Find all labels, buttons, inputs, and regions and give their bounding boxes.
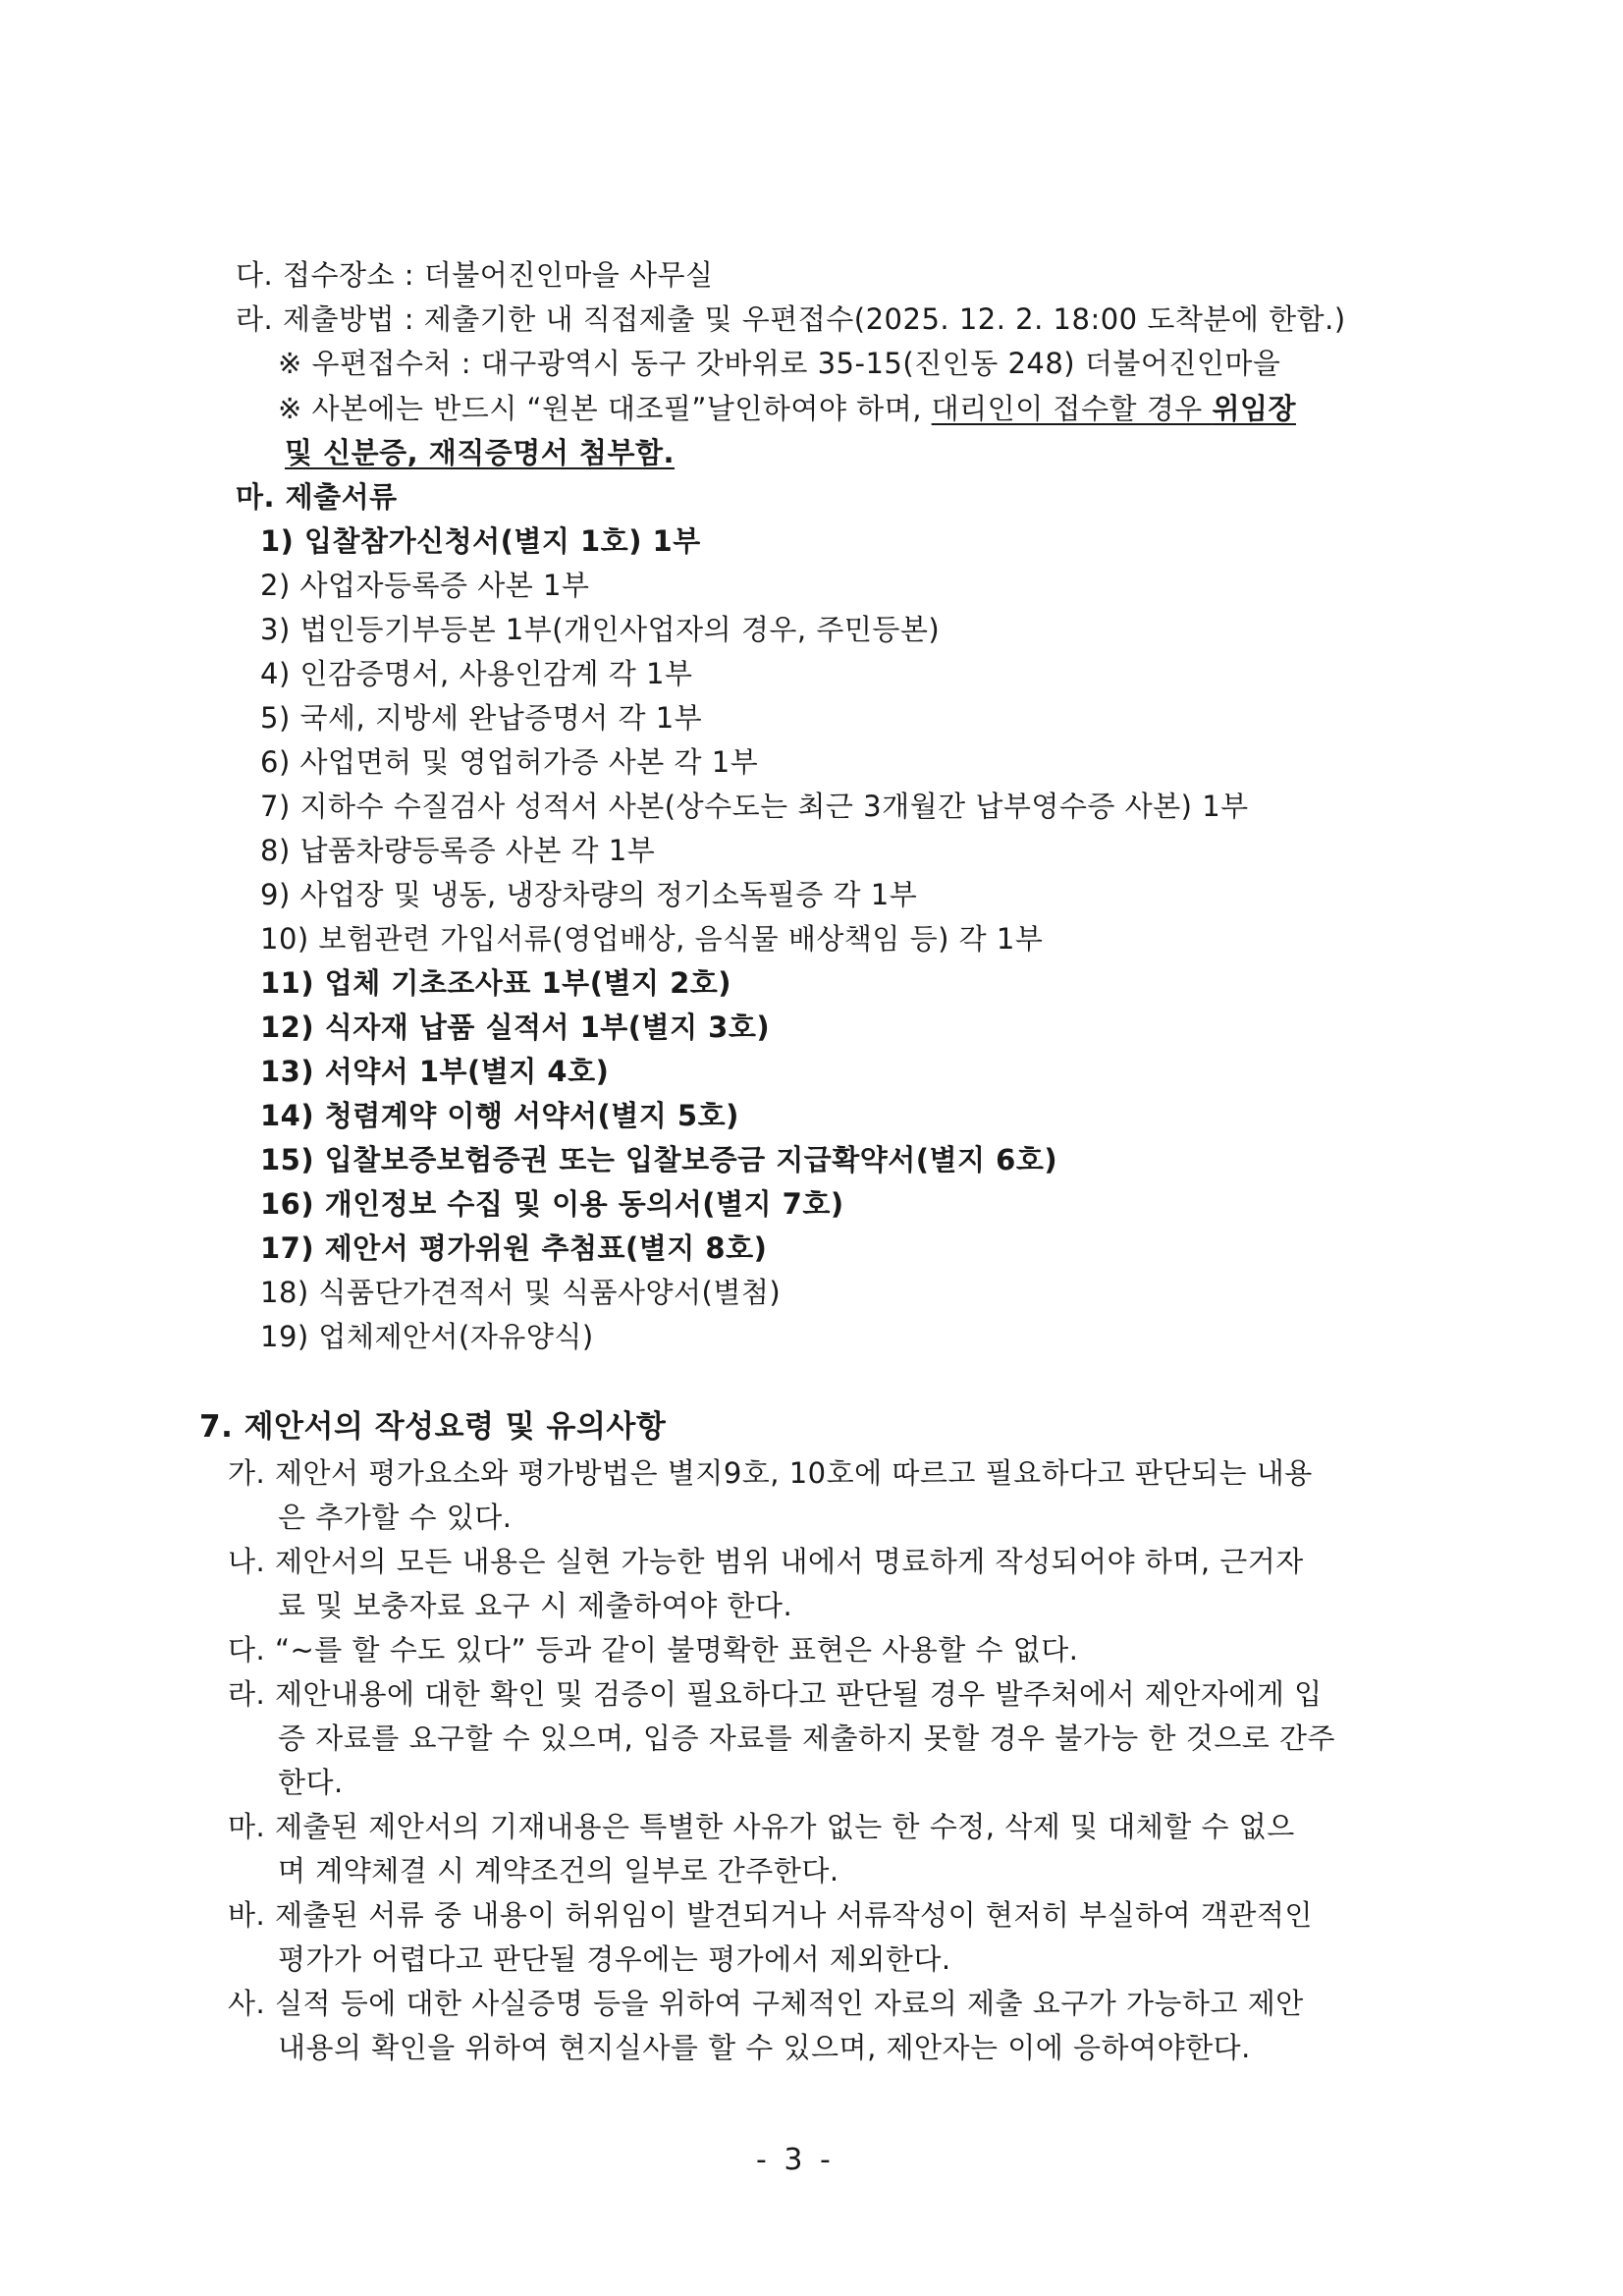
paragraph-line: 내용의 확인을 위하여 현지실사를 할 수 있으며, 제안자는 이에 응하여야한다. <box>278 2031 1251 2064</box>
page-number: - 3 - <box>756 2143 835 2177</box>
list-item: 6) 사업면허 및 영업허가증 사본 각 1부 <box>260 745 759 779</box>
list-item: 10) 보험관련 가입서류(영업배상, 음식물 배상책임 등) 각 1부 <box>260 922 1044 956</box>
list-item: 16) 개인정보 수집 및 이용 동의서(별지 7호) <box>260 1187 844 1221</box>
list-item: 15) 입찰보증보험증권 또는 입찰보증금 지급확약서(별지 6호) <box>260 1143 1058 1176</box>
list-item: 8) 납품차량등록증 사본 각 1부 <box>260 834 656 867</box>
list-item: 4) 인감증명서, 사용인감계 각 1부 <box>260 657 693 690</box>
list-item: 9) 사업장 및 냉동, 냉장차량의 정기소독필증 각 1부 <box>260 878 918 911</box>
paragraph-line: 바. 제출된 서류 중 내용이 허위임이 발견되거나 서류작성이 현저히 부실하여 객관적인 <box>228 1898 1313 1932</box>
list-item: 2) 사업자등록증 사본 1부 <box>260 569 590 602</box>
post-address-line: ※ 우편접수처 : 대구광역시 동구 갓바위로 35-15(진인동 248) 더불어진인마을 <box>278 347 1281 380</box>
proxy-note-underlined: 대리인이 접수할 경우 <box>931 392 1213 425</box>
list-item: 17) 제안서 평가위원 추첨표(별지 8호) <box>260 1231 768 1265</box>
paragraph-line: 한다. <box>278 1766 344 1799</box>
copy-note-text: ※ 사본에는 반드시 “원본 대조필”날인하여야 하며, <box>278 392 932 425</box>
paragraph-line: 마. 제출된 제안서의 기재내용은 특별한 사유가 없는 한 수정, 삭제 및 대체할 수 없으 <box>228 1810 1295 1843</box>
list-item: 18) 식품단가견적서 및 식품사양서(별첨) <box>260 1276 782 1309</box>
paragraph-line: 료 및 보충자료 요구 시 제출하여야 한다. <box>278 1589 793 1622</box>
paragraph-line: 가. 제안서 평가요소와 평가방법은 별지9호, 10호에 따르고 필요하다고 판단되는 내용 <box>228 1456 1313 1490</box>
list-item: 13) 서약서 1부(별지 4호) <box>260 1055 610 1088</box>
list-item: 3) 법인등기부등본 1부(개인사업자의 경우, 주민등본) <box>260 613 941 646</box>
list-item: 11) 업체 기초조사표 1부(별지 2호) <box>260 966 732 1000</box>
paragraph-line: 사. 실적 등에 대한 사실증명 등을 위하여 구체적인 자료의 제출 요구가 가능하고 제안 <box>228 1987 1304 2020</box>
attachment-note-line: 및 신분증, 재직증명서 첨부함. <box>285 436 675 469</box>
paragraph-line: 은 추가할 수 있다. <box>278 1501 513 1534</box>
list-item: 14) 청렴계약 이행 서약서(별지 5호) <box>260 1099 739 1132</box>
list-item: 19) 업체제안서(자유양식) <box>260 1320 594 1353</box>
list-item: 5) 국세, 지방세 완납증명서 각 1부 <box>260 701 703 735</box>
list-item: 12) 식자재 납품 실적서 1부(별지 3호) <box>260 1011 771 1044</box>
submission-docs-title: 마. 제출서류 <box>236 480 398 514</box>
paragraph-line: 나. 제안서의 모든 내용은 실현 가능한 범위 내에서 명료하게 작성되어야 하며, 근거자 <box>228 1545 1304 1578</box>
submission-method-line: 라. 제출방법 : 제출기한 내 직접제출 및 우편접수(2025. 12. 2. 18:00 도착분에 한함.) <box>236 302 1346 336</box>
list-item: 7) 지하수 수질검사 성적서 사본(상수도는 최근 3개월간 납부영수증 사본) 1부 <box>260 790 1249 823</box>
receipt-place-line: 다. 접수장소 : 더불어진인마을 사무실 <box>236 258 714 292</box>
section-7-heading: 7. 제안서의 작성요령 및 유의사항 <box>199 1409 667 1445</box>
paragraph-line: 증 자료를 요구할 수 있으며, 입증 자료를 제출하지 못할 경우 불가능 한 것으로 간주 <box>278 1722 1336 1755</box>
list-item: 1) 입찰참가신청서(별지 1호) 1부 <box>260 524 701 558</box>
copy-note-line <box>278 389 1296 428</box>
paragraph-line: 평가가 어렵다고 판단될 경우에는 평가에서 제외한다. <box>278 1942 951 1976</box>
paragraph-line: 라. 제안내용에 대한 확인 및 검증이 필요하다고 판단될 경우 발주처에서 제안자에게 입 <box>228 1677 1323 1711</box>
power-of-attorney-bold: 위임장 <box>1212 392 1296 425</box>
paragraph-line: 며 계약체결 시 계약조건의 일부로 간주한다. <box>278 1854 839 1887</box>
paragraph-line: 다. “~를 할 수도 있다” 등과 같이 불명확한 표현은 사용할 수 없다. <box>228 1633 1079 1667</box>
